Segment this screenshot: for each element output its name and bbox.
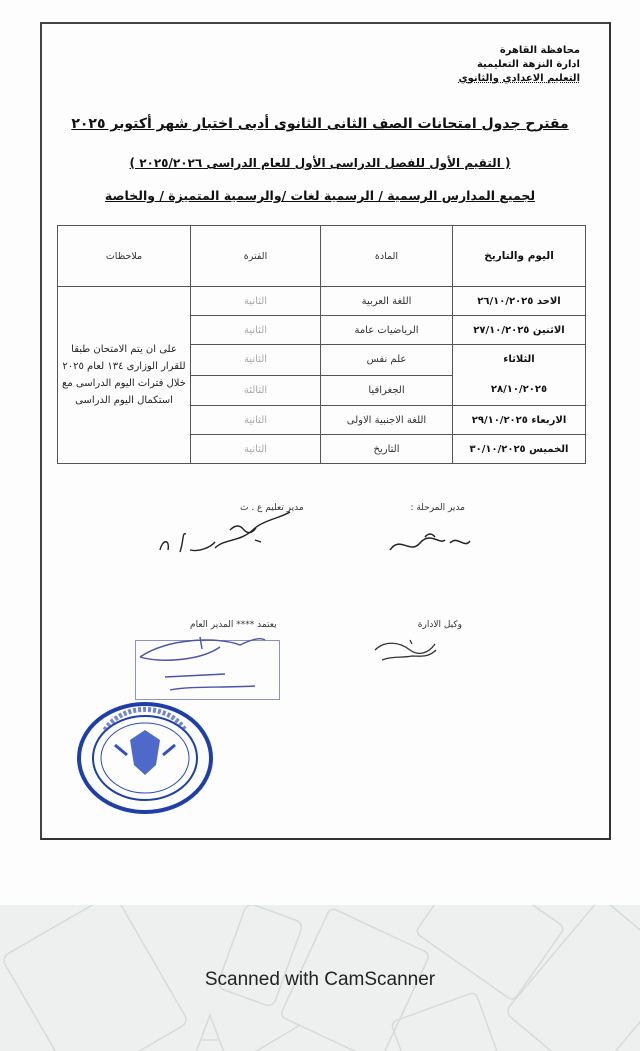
camscanner-watermark-text: Scanned with CamScanner bbox=[204, 969, 436, 990]
subject-cell: علم نفس bbox=[321, 345, 453, 376]
period-cell: الثانية bbox=[191, 345, 321, 376]
day-name: الخميس bbox=[529, 443, 569, 455]
schools-scope: لجميع المدارس الرسمية / الرسمية لغات /والرسمية المتميزة / والخاصة bbox=[104, 188, 536, 203]
period-cell: الثالثة bbox=[191, 375, 321, 406]
camscanner-footer bbox=[0, 905, 640, 1051]
subject-cell: الجغرافيا bbox=[321, 375, 453, 406]
subject-cell: اللغة العربية bbox=[321, 287, 453, 316]
subject-cell: التاريخ bbox=[321, 435, 453, 464]
letterhead bbox=[458, 44, 580, 86]
education-manager-label: مدير تعليم ع . ث bbox=[240, 503, 304, 513]
education-manager-signature bbox=[155, 510, 305, 560]
deputy-label: وكيل الادارة bbox=[417, 620, 462, 630]
day-name: الاحد bbox=[536, 295, 561, 307]
document-title: مقترح جدول امتحانات الصف الثانى الثانوى أدبى اختبار شهر أكتوبر ٢٠٢٥ bbox=[71, 116, 569, 132]
date-cell bbox=[453, 316, 586, 345]
date-value: ٢٨/١٠/٢٠٢٥ bbox=[490, 384, 548, 395]
general-manager-label: يعتمد **** المدير العام bbox=[190, 620, 277, 630]
date-cell bbox=[453, 435, 586, 464]
document-subtitle: ( التقيم الأول للفصل الدراسى الأول للعام الدراسى ٢٠٢٥/٢٠٢٦ ) bbox=[129, 156, 511, 170]
stage-manager-signature bbox=[385, 525, 475, 560]
deputy-signature bbox=[370, 632, 455, 672]
date-cell bbox=[453, 287, 586, 316]
date-value: ٢٧/١٠/٢٠٢٥ bbox=[473, 324, 530, 336]
date-cell bbox=[453, 406, 586, 435]
date-cell bbox=[453, 345, 586, 406]
notes-cell: على ان يتم الامتحان طبقا للقرار الوزارى ١٣٤ لعام ٢٠٢٥ خلال فترات اليوم الدراسى مع استكمال اليوم الدراسى bbox=[58, 287, 191, 464]
letterhead-administration: ادارة النزهة التعليمية bbox=[476, 59, 580, 70]
date-value: ٢٩/١٠/٢٠٢٥ bbox=[471, 414, 528, 426]
period-cell: الثانية bbox=[191, 406, 321, 435]
table-row bbox=[58, 287, 586, 316]
period-cell: الثانية bbox=[191, 316, 321, 345]
general-manager-signature bbox=[130, 632, 290, 697]
period-cell: الثانية bbox=[191, 287, 321, 316]
subject-cell: الرياضيات عامة bbox=[321, 316, 453, 345]
stage-manager-label: مدير المرحلة : bbox=[410, 503, 465, 513]
date-value: ٣٠/١٠/٢٠٢٥ bbox=[469, 443, 526, 455]
header-subject: المادة bbox=[321, 226, 453, 287]
header-notes: ملاحظات bbox=[58, 226, 191, 287]
exam-schedule-table bbox=[57, 225, 586, 464]
period-cell: الثانية bbox=[191, 435, 321, 464]
letterhead-governorate: محافظة القاهرة bbox=[499, 45, 580, 56]
table-header-row bbox=[58, 226, 586, 287]
letterhead-department: التعليم الاعدادي والثانوي bbox=[458, 73, 580, 84]
date-value: ٢٦/١٠/٢٠٢٥ bbox=[477, 295, 534, 307]
day-name: الاربعاء bbox=[531, 414, 567, 426]
day-name: الثلاثاء bbox=[503, 354, 535, 365]
header-period: الفترة bbox=[191, 226, 321, 287]
subject-cell: اللغة الاجنبية الاولى bbox=[321, 406, 453, 435]
header-date: اليوم والتاريخ bbox=[453, 226, 586, 287]
official-seal-stamp bbox=[75, 700, 215, 815]
day-name: الاثنين bbox=[532, 324, 565, 336]
